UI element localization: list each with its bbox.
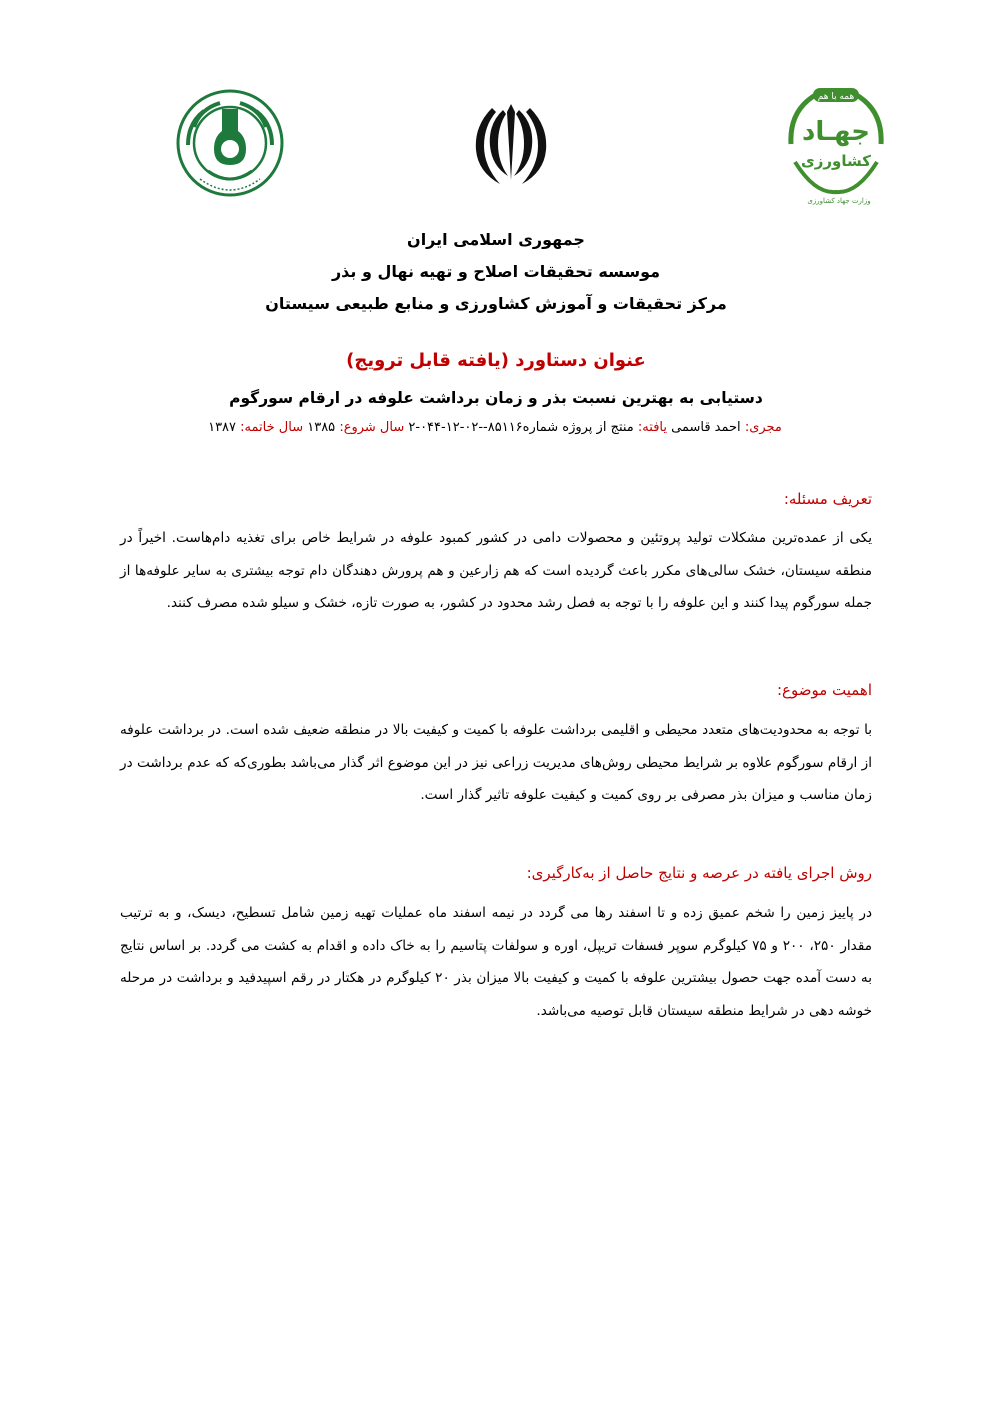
section-body-problem: یکی از عمده‌ترین مشکلات تولید پروتئین و محصولات دامی در کشور کمبود علوفه در شرایط خاص برای تغذیه دام‌هاست. اخیراً در منطقه سیستان، خشک سالی‌های مکرر باعث گردیده است که هم زارعین و هم پرورش دهندگان دام توجه بیشتری به سایر علوفه‌ها از جمله سورگوم پیدا کنند و این علوفه را با توجه به فصل رشد محدود در کشور، به صورت تازه، خشک و سیلو شده مصرف کنند. <box>120 530 872 611</box>
start-year-label: سال شروع: <box>339 420 405 435</box>
section-heading-method: روش اجرای یافته در عرصه و نتایج حاصل از به‌کارگیری: <box>526 864 872 882</box>
finding-value: منتج از پروژه شماره۸۵۱۱۶--۰۲-۱۲-۰۴۴-۲ <box>404 420 638 435</box>
jahad-main-text: جهـاد <box>802 117 870 147</box>
project-meta-line <box>110 420 880 435</box>
section-heading-problem: تعریف مسئله: <box>783 490 872 508</box>
document-subtitle: دستیابی به بهترین نسبت بذر و زمان برداشت علوفه در ارقام سورگوم <box>229 389 763 407</box>
header-line-1: جمهوری اسلامی ایران <box>407 230 585 249</box>
logo-row <box>150 82 910 212</box>
section-body-method: در پاییز زمین را شخم عمیق زده و تا اسفند رها می گردد در نیمه اسفند ماه عملیات تهیه زمین شامل تسطیح، دیسک، و به ترتیب مقدار ۲۵۰، ۲۰۰ و ۷۵ کیلوگرم سوپر فسفات تریپل، اوره و سولفات پتاسیم را به خاک داده و اقدام به کشت می گردد. بر اساس نتایج به دست آمده جهت حصول بیشترین علوفه با کمیت و کیفیت بالا میزان بذر ۲۰ کیلوگرم در هکتار در رقم اسپیدفید و برداشت در مرحله خوشه دهی در شرایط منطقه سیستان قابل توصیه می‌باشد. <box>120 905 872 1019</box>
jahad-sub-text: کشاورزی <box>801 152 871 170</box>
seed-plant-institute-icon <box>170 87 290 202</box>
section-body-importance: با توجه به محدودیت‌های متعدد محیطی و اقلیمی برداشت علوفه با کمیت و کیفیت بالا در منطقه ضعیف شده است. در برداشت علوفه از ارقام سورگوم علاوه بر شرایط محیطی روش‌های مدیریت زراعی نیز در این موضوع اثر گذار می‌باشد بطوری‌که که عدم برداشت در زمان مناسب و میزان بذر مصرفی بر روی کمیت و کیفیت علوفه تاثیر گذار است. <box>120 722 872 803</box>
document-title: عنوان دستاورد (یافته قابل ترویج) <box>346 350 646 371</box>
end-year-value: ۱۳۸۷ <box>208 420 241 435</box>
jahad-bottom-text: وزارت جهاد کشاورزی <box>807 197 871 205</box>
iran-emblem <box>470 100 552 185</box>
jahad-keshavarzi-logo <box>775 82 897 207</box>
iran-emblem-icon <box>470 100 552 185</box>
jahad-keshavarzi-icon <box>775 82 897 207</box>
finding-label: یافته: <box>637 420 667 435</box>
end-year-label: سال خاتمه: <box>240 420 304 435</box>
header-line-2: موسسه تحقیقات اصلاح و تهیه نهال و بذر <box>331 262 661 281</box>
section-heading-importance: اهمیت موضوع: <box>776 681 872 699</box>
executor-label: مجری: <box>744 420 782 435</box>
seed-plant-institute-logo <box>170 87 290 202</box>
jahad-top-text: همه با هم <box>817 92 855 102</box>
start-year-value: ۱۳۸۵ <box>303 420 340 435</box>
header-line-3: مرکز تحقیقات و آموزش کشاورزی و منابع طبیعی سیستان <box>265 294 727 313</box>
executor-value: احمد قاسمی <box>667 420 745 435</box>
